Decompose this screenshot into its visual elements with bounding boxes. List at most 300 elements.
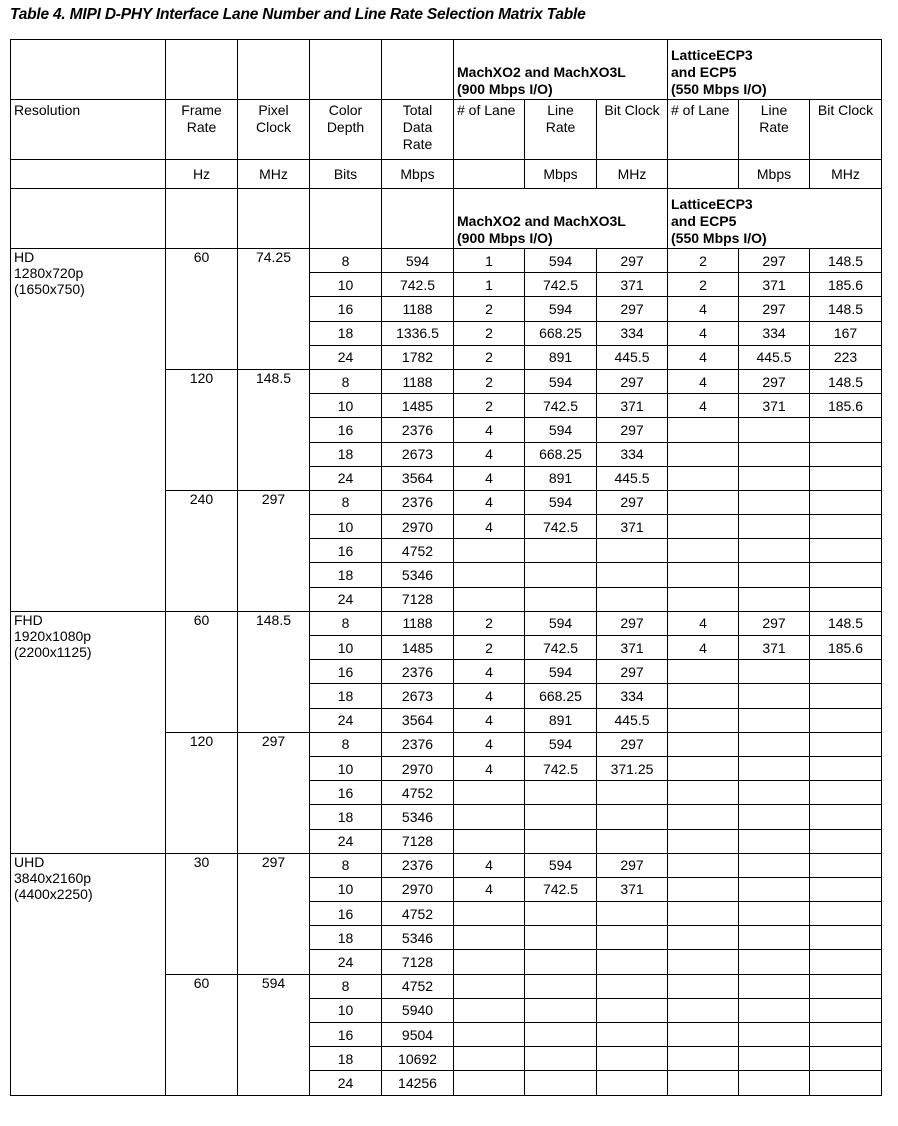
ecp-bit-clock-cell	[810, 587, 882, 611]
machxo-lanes-cell: 2	[454, 611, 525, 635]
machxo-line-rate-cell: 594	[525, 369, 597, 393]
machxo-lanes-cell: 4	[454, 732, 525, 756]
ecp-lanes-cell	[668, 805, 739, 829]
ecp-bit-clock-cell	[810, 1071, 882, 1095]
total-data-rate-cell: 5940	[382, 998, 454, 1022]
machxo-line-rate-cell	[525, 950, 597, 974]
machxo-bit-clock-cell	[597, 902, 668, 926]
machxo-line-rate-cell: 594	[525, 732, 597, 756]
ecp-line-rate-cell	[739, 805, 810, 829]
machxo-line-rate-cell: 594	[525, 660, 597, 684]
total-data-rate-cell: 1188	[382, 297, 454, 321]
machxo-line-rate-cell: 742.5	[525, 636, 597, 660]
color-depth-cell: 18	[310, 926, 382, 950]
frame-rate-cell: 120	[166, 732, 238, 853]
ecp-line-rate-cell	[739, 1023, 810, 1047]
total-data-rate-cell: 2376	[382, 660, 454, 684]
table-row	[11, 853, 882, 877]
color-depth-cell: 24	[310, 950, 382, 974]
total-data-rate-cell: 4752	[382, 902, 454, 926]
machxo-line-rate-cell: 742.5	[525, 273, 597, 297]
header-ecp-lanes: # of Lane	[668, 100, 739, 160]
machxo-line-rate-cell: 891	[525, 708, 597, 732]
ecp-bit-clock-cell	[810, 781, 882, 805]
ecp-lanes-cell	[668, 587, 739, 611]
ecp-line-rate-cell: 371	[739, 636, 810, 660]
total-data-rate-cell: 5346	[382, 926, 454, 950]
pixel-clock-cell: 297	[238, 853, 310, 974]
machxo-line-rate-cell: 668.25	[525, 321, 597, 345]
color-depth-cell: 8	[310, 249, 382, 273]
ecp-bit-clock-cell	[810, 926, 882, 950]
ecp-bit-clock-cell: 148.5	[810, 297, 882, 321]
machxo-line-rate-cell: 594	[525, 490, 597, 514]
header-row-groups-repeat	[11, 189, 882, 249]
ecp-bit-clock-cell	[810, 539, 882, 563]
color-depth-cell: 18	[310, 442, 382, 466]
total-data-rate-cell: 2376	[382, 853, 454, 877]
header-resolution: Resolution	[11, 100, 166, 160]
machxo-bit-clock-cell: 371	[597, 515, 668, 539]
machxo-lanes-cell: 1	[454, 249, 525, 273]
machxo-lanes-cell	[454, 539, 525, 563]
lane-selection-matrix-table	[10, 39, 882, 1096]
empty-header-cell	[238, 189, 310, 249]
ecp-bit-clock-cell	[810, 466, 882, 490]
machxo-lanes-cell: 4	[454, 515, 525, 539]
unit-color-depth: Bits	[310, 160, 382, 189]
machxo-line-rate-cell: 742.5	[525, 394, 597, 418]
machxo-lanes-cell: 4	[454, 442, 525, 466]
color-depth-cell: 8	[310, 853, 382, 877]
ecp-lanes-cell	[668, 902, 739, 926]
machxo-bit-clock-cell: 297	[597, 853, 668, 877]
pixel-clock-cell: 594	[238, 974, 310, 1095]
ecp-bit-clock-cell	[810, 902, 882, 926]
color-depth-cell: 10	[310, 394, 382, 418]
color-depth-cell: 10	[310, 756, 382, 780]
header-ecp-line-rate: Line Rate	[739, 100, 810, 160]
total-data-rate-cell: 1782	[382, 345, 454, 369]
machxo-bit-clock-cell	[597, 587, 668, 611]
pixel-clock-cell: 74.25	[238, 249, 310, 370]
ecp-bit-clock-cell: 223	[810, 345, 882, 369]
machxo-bit-clock-cell	[597, 926, 668, 950]
total-data-rate-cell: 2376	[382, 732, 454, 756]
empty-header-cell	[11, 189, 166, 249]
ecp-lanes-cell	[668, 732, 739, 756]
empty-header-cell	[382, 40, 454, 100]
ecp-bit-clock-cell	[810, 974, 882, 998]
ecp-lanes-cell	[668, 660, 739, 684]
total-data-rate-cell: 1188	[382, 611, 454, 635]
color-depth-cell: 16	[310, 660, 382, 684]
ecp-lanes-cell: 2	[668, 273, 739, 297]
ecp-line-rate-cell	[739, 490, 810, 514]
total-data-rate-cell: 4752	[382, 539, 454, 563]
empty-header-cell	[310, 40, 382, 100]
ecp-lanes-cell: 4	[668, 636, 739, 660]
ecp-line-rate-cell	[739, 708, 810, 732]
ecp-bit-clock-cell: 185.6	[810, 394, 882, 418]
empty-header-cell	[166, 40, 238, 100]
ecp-line-rate-cell	[739, 515, 810, 539]
machxo-bit-clock-cell: 371	[597, 877, 668, 901]
ecp-bit-clock-cell	[810, 515, 882, 539]
unit-machxo-bit-clock: MHz	[597, 160, 668, 189]
ecp-line-rate-cell	[739, 539, 810, 563]
machxo-bit-clock-cell	[597, 1047, 668, 1071]
machxo-bit-clock-cell	[597, 805, 668, 829]
machxo-lanes-cell: 2	[454, 369, 525, 393]
unit-machxo-line-rate: Mbps	[525, 160, 597, 189]
machxo-bit-clock-cell	[597, 539, 668, 563]
ecp-line-rate-cell: 371	[739, 394, 810, 418]
ecp-bit-clock-cell	[810, 442, 882, 466]
machxo-lanes-cell	[454, 805, 525, 829]
group-header-machxo-repeat: MachXO2 and MachXO3L (900 Mbps I/O)	[454, 189, 668, 249]
ecp-bit-clock-cell: 185.6	[810, 273, 882, 297]
ecp-line-rate-cell: 297	[739, 369, 810, 393]
header-machxo-line-rate: Line Rate	[525, 100, 597, 160]
ecp-bit-clock-cell	[810, 877, 882, 901]
ecp-bit-clock-cell	[810, 950, 882, 974]
ecp-bit-clock-cell	[810, 732, 882, 756]
total-data-rate-cell: 9504	[382, 1023, 454, 1047]
ecp-lanes-cell: 4	[668, 321, 739, 345]
ecp-lanes-cell: 4	[668, 394, 739, 418]
ecp-line-rate-cell	[739, 902, 810, 926]
header-machxo-bit-clock: Bit Clock	[597, 100, 668, 160]
machxo-bit-clock-cell: 297	[597, 611, 668, 635]
machxo-line-rate-cell	[525, 805, 597, 829]
machxo-lanes-cell: 4	[454, 708, 525, 732]
machxo-line-rate-cell	[525, 926, 597, 950]
machxo-lanes-cell: 4	[454, 660, 525, 684]
machxo-lanes-cell: 4	[454, 684, 525, 708]
group-header-machxo: MachXO2 and MachXO3L (900 Mbps I/O)	[454, 40, 668, 100]
machxo-bit-clock-cell	[597, 1071, 668, 1095]
machxo-line-rate-cell: 594	[525, 418, 597, 442]
ecp-line-rate-cell	[739, 1071, 810, 1095]
ecp-bit-clock-cell	[810, 708, 882, 732]
ecp-lanes-cell	[668, 684, 739, 708]
color-depth-cell: 24	[310, 587, 382, 611]
machxo-line-rate-cell: 742.5	[525, 515, 597, 539]
machxo-lanes-cell: 2	[454, 297, 525, 321]
machxo-lanes-cell: 4	[454, 756, 525, 780]
ecp-line-rate-cell	[739, 853, 810, 877]
ecp-bit-clock-cell: 148.5	[810, 249, 882, 273]
machxo-bit-clock-cell	[597, 1023, 668, 1047]
ecp-bit-clock-cell	[810, 998, 882, 1022]
color-depth-cell: 16	[310, 1023, 382, 1047]
total-data-rate-cell: 1485	[382, 636, 454, 660]
machxo-lanes-cell	[454, 1023, 525, 1047]
ecp-line-rate-cell	[739, 756, 810, 780]
machxo-bit-clock-cell: 445.5	[597, 466, 668, 490]
color-depth-cell: 10	[310, 636, 382, 660]
ecp-lanes-cell	[668, 539, 739, 563]
ecp-bit-clock-cell	[810, 684, 882, 708]
ecp-line-rate-cell	[739, 781, 810, 805]
ecp-line-rate-cell	[739, 660, 810, 684]
color-depth-cell: 16	[310, 539, 382, 563]
machxo-bit-clock-cell	[597, 974, 668, 998]
machxo-bit-clock-cell: 445.5	[597, 708, 668, 732]
machxo-bit-clock-cell	[597, 998, 668, 1022]
empty-header-cell	[166, 189, 238, 249]
machxo-line-rate-cell: 594	[525, 853, 597, 877]
machxo-line-rate-cell	[525, 781, 597, 805]
machxo-line-rate-cell	[525, 974, 597, 998]
total-data-rate-cell: 2970	[382, 877, 454, 901]
ecp-lanes-cell	[668, 950, 739, 974]
ecp-lanes-cell	[668, 829, 739, 853]
machxo-line-rate-cell: 891	[525, 345, 597, 369]
ecp-lanes-cell: 4	[668, 345, 739, 369]
ecp-line-rate-cell	[739, 466, 810, 490]
color-depth-cell: 16	[310, 781, 382, 805]
color-depth-cell: 18	[310, 321, 382, 345]
ecp-line-rate-cell	[739, 926, 810, 950]
machxo-line-rate-cell: 891	[525, 466, 597, 490]
color-depth-cell: 8	[310, 490, 382, 514]
frame-rate-cell: 60	[166, 611, 238, 732]
group-header-ecp: LatticeECP3 and ECP5 (550 Mbps I/O)	[668, 40, 882, 100]
total-data-rate-cell: 2970	[382, 756, 454, 780]
machxo-lanes-cell	[454, 974, 525, 998]
ecp-lanes-cell	[668, 877, 739, 901]
unit-frame-rate: Hz	[166, 160, 238, 189]
ecp-bit-clock-cell	[810, 418, 882, 442]
machxo-lanes-cell	[454, 998, 525, 1022]
ecp-line-rate-cell: 297	[739, 611, 810, 635]
ecp-line-rate-cell	[739, 998, 810, 1022]
empty-header-cell	[238, 40, 310, 100]
machxo-lanes-cell: 4	[454, 466, 525, 490]
ecp-lanes-cell: 4	[668, 369, 739, 393]
color-depth-cell: 24	[310, 1071, 382, 1095]
ecp-bit-clock-cell: 167	[810, 321, 882, 345]
ecp-lanes-cell	[668, 926, 739, 950]
machxo-line-rate-cell: 594	[525, 611, 597, 635]
color-depth-cell: 8	[310, 732, 382, 756]
total-data-rate-cell: 1336.5	[382, 321, 454, 345]
machxo-lanes-cell	[454, 902, 525, 926]
total-data-rate-cell: 3564	[382, 708, 454, 732]
ecp-line-rate-cell	[739, 418, 810, 442]
resolution-cell: UHD 3840x2160p (4400x2250)	[11, 853, 166, 1095]
total-data-rate-cell: 5346	[382, 805, 454, 829]
color-depth-cell: 24	[310, 829, 382, 853]
table-body	[11, 40, 882, 1096]
header-total-data-rate: Total Data Rate	[382, 100, 454, 160]
ecp-lanes-cell	[668, 490, 739, 514]
table-row	[11, 611, 882, 635]
machxo-lanes-cell	[454, 829, 525, 853]
color-depth-cell: 8	[310, 974, 382, 998]
frame-rate-cell: 60	[166, 249, 238, 370]
color-depth-cell: 16	[310, 418, 382, 442]
ecp-line-rate-cell: 334	[739, 321, 810, 345]
header-ecp-bit-clock: Bit Clock	[810, 100, 882, 160]
total-data-rate-cell: 10692	[382, 1047, 454, 1071]
color-depth-cell: 18	[310, 1047, 382, 1071]
machxo-lanes-cell: 4	[454, 853, 525, 877]
total-data-rate-cell: 7128	[382, 587, 454, 611]
ecp-lanes-cell	[668, 418, 739, 442]
empty-header-cell	[310, 189, 382, 249]
machxo-lanes-cell	[454, 587, 525, 611]
empty-header-cell	[11, 40, 166, 100]
color-depth-cell: 10	[310, 515, 382, 539]
color-depth-cell: 18	[310, 805, 382, 829]
machxo-line-rate-cell: 742.5	[525, 877, 597, 901]
color-depth-cell: 24	[310, 345, 382, 369]
header-row-columns	[11, 100, 882, 160]
header-frame-rate: Frame Rate	[166, 100, 238, 160]
unit-ecp-bit-clock: MHz	[810, 160, 882, 189]
color-depth-cell: 24	[310, 708, 382, 732]
machxo-line-rate-cell	[525, 1047, 597, 1071]
pixel-clock-cell: 148.5	[238, 611, 310, 732]
total-data-rate-cell: 4752	[382, 781, 454, 805]
ecp-lanes-cell	[668, 1023, 739, 1047]
total-data-rate-cell: 7128	[382, 950, 454, 974]
unit-ecp-line-rate: Mbps	[739, 160, 810, 189]
machxo-line-rate-cell	[525, 829, 597, 853]
unit-total-data-rate: Mbps	[382, 160, 454, 189]
ecp-bit-clock-cell: 185.6	[810, 636, 882, 660]
header-row-units	[11, 160, 882, 189]
ecp-lanes-cell	[668, 998, 739, 1022]
machxo-lanes-cell	[454, 1047, 525, 1071]
total-data-rate-cell: 5346	[382, 563, 454, 587]
ecp-bit-clock-cell	[810, 1047, 882, 1071]
color-depth-cell: 18	[310, 563, 382, 587]
pixel-clock-cell: 148.5	[238, 369, 310, 490]
total-data-rate-cell: 742.5	[382, 273, 454, 297]
color-depth-cell: 16	[310, 902, 382, 926]
machxo-bit-clock-cell: 334	[597, 321, 668, 345]
machxo-line-rate-cell	[525, 902, 597, 926]
header-color-depth: Color Depth	[310, 100, 382, 160]
empty-unit-cell	[454, 160, 525, 189]
ecp-line-rate-cell: 371	[739, 273, 810, 297]
ecp-lanes-cell	[668, 708, 739, 732]
machxo-line-rate-cell: 668.25	[525, 442, 597, 466]
machxo-lanes-cell: 4	[454, 490, 525, 514]
frame-rate-cell: 30	[166, 853, 238, 974]
machxo-bit-clock-cell	[597, 781, 668, 805]
ecp-lanes-cell	[668, 781, 739, 805]
total-data-rate-cell: 2376	[382, 418, 454, 442]
total-data-rate-cell: 14256	[382, 1071, 454, 1095]
machxo-lanes-cell	[454, 926, 525, 950]
header-machxo-lanes: # of Lane	[454, 100, 525, 160]
ecp-line-rate-cell	[739, 563, 810, 587]
machxo-lanes-cell: 1	[454, 273, 525, 297]
frame-rate-cell: 60	[166, 974, 238, 1095]
total-data-rate-cell: 7128	[382, 829, 454, 853]
ecp-line-rate-cell	[739, 950, 810, 974]
pixel-clock-cell: 297	[238, 490, 310, 611]
machxo-bit-clock-cell	[597, 563, 668, 587]
machxo-lanes-cell: 4	[454, 418, 525, 442]
machxo-lanes-cell: 2	[454, 321, 525, 345]
total-data-rate-cell: 1188	[382, 369, 454, 393]
ecp-line-rate-cell	[739, 877, 810, 901]
machxo-bit-clock-cell: 371.25	[597, 756, 668, 780]
machxo-line-rate-cell	[525, 563, 597, 587]
machxo-bit-clock-cell: 334	[597, 442, 668, 466]
ecp-lanes-cell: 2	[668, 249, 739, 273]
ecp-lanes-cell	[668, 756, 739, 780]
machxo-line-rate-cell: 668.25	[525, 684, 597, 708]
machxo-lanes-cell: 2	[454, 345, 525, 369]
machxo-bit-clock-cell: 371	[597, 394, 668, 418]
total-data-rate-cell: 594	[382, 249, 454, 273]
machxo-lanes-cell: 4	[454, 877, 525, 901]
empty-header-cell	[382, 189, 454, 249]
color-depth-cell: 16	[310, 297, 382, 321]
ecp-bit-clock-cell: 148.5	[810, 369, 882, 393]
machxo-bit-clock-cell: 297	[597, 490, 668, 514]
machxo-line-rate-cell	[525, 1071, 597, 1095]
machxo-line-rate-cell	[525, 587, 597, 611]
machxo-line-rate-cell	[525, 1023, 597, 1047]
ecp-bit-clock-cell	[810, 563, 882, 587]
group-header-ecp-repeat: LatticeECP3 and ECP5 (550 Mbps I/O)	[668, 189, 882, 249]
total-data-rate-cell: 2376	[382, 490, 454, 514]
color-depth-cell: 10	[310, 273, 382, 297]
ecp-lanes-cell: 4	[668, 297, 739, 321]
ecp-lanes-cell: 4	[668, 611, 739, 635]
machxo-bit-clock-cell	[597, 829, 668, 853]
color-depth-cell: 18	[310, 684, 382, 708]
machxo-bit-clock-cell: 297	[597, 660, 668, 684]
machxo-bit-clock-cell: 371	[597, 636, 668, 660]
total-data-rate-cell: 3564	[382, 466, 454, 490]
ecp-lanes-cell	[668, 1071, 739, 1095]
ecp-bit-clock-cell	[810, 490, 882, 514]
total-data-rate-cell: 1485	[382, 394, 454, 418]
machxo-line-rate-cell	[525, 998, 597, 1022]
empty-unit-cell	[11, 160, 166, 189]
ecp-bit-clock-cell	[810, 756, 882, 780]
machxo-bit-clock-cell: 297	[597, 369, 668, 393]
machxo-lanes-cell	[454, 563, 525, 587]
ecp-lanes-cell	[668, 466, 739, 490]
machxo-bit-clock-cell	[597, 950, 668, 974]
ecp-line-rate-cell	[739, 1047, 810, 1071]
total-data-rate-cell: 4752	[382, 974, 454, 998]
ecp-lanes-cell	[668, 974, 739, 998]
ecp-line-rate-cell	[739, 442, 810, 466]
ecp-line-rate-cell: 445.5	[739, 345, 810, 369]
ecp-lanes-cell	[668, 563, 739, 587]
machxo-bit-clock-cell: 297	[597, 297, 668, 321]
ecp-line-rate-cell	[739, 974, 810, 998]
header-pixel-clock: Pixel Clock	[238, 100, 310, 160]
table-title: Table 4. MIPI D-PHY Interface Lane Number and Line Rate Selection Matrix Table	[10, 6, 586, 23]
ecp-line-rate-cell: 297	[739, 249, 810, 273]
ecp-line-rate-cell	[739, 684, 810, 708]
ecp-bit-clock-cell: 148.5	[810, 611, 882, 635]
machxo-bit-clock-cell: 445.5	[597, 345, 668, 369]
unit-pixel-clock: MHz	[238, 160, 310, 189]
